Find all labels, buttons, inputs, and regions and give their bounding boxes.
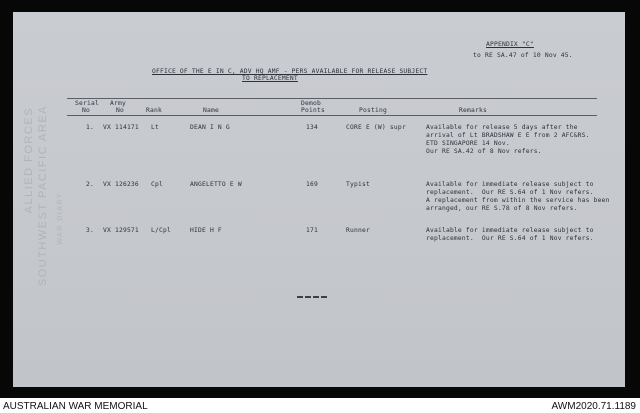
header-remarks: Remarks: [459, 107, 487, 114]
row-remarks-line: A replacement from within the service has been: [426, 197, 610, 204]
table-header-rule: [67, 115, 597, 116]
row-remarks-line: Available for release 5 days after the: [426, 124, 578, 131]
appendix-label: APPENDIX "C": [486, 41, 534, 48]
row-remarks-line: Our RE SA.42 of 8 Nov refers.: [426, 148, 542, 155]
row-points: 169: [306, 181, 318, 188]
row-posting: Runner: [346, 227, 370, 234]
header-serial-no: No: [82, 107, 90, 114]
ghost-text-diary: WAR DIARY: [57, 192, 64, 245]
header-demob: Demob: [301, 100, 321, 107]
header-army: Army: [110, 100, 126, 107]
row-points: 171: [306, 227, 318, 234]
row-rank: L/Cpl: [151, 227, 171, 234]
row-name: HIDE H F: [190, 227, 222, 234]
row-name: DEAN I N G: [190, 124, 230, 131]
heading-line-2: TO REPLACEMENT: [242, 75, 298, 82]
row-army-no: VX 114171: [103, 124, 139, 131]
footer-accession-number: AWM2020.71.1189: [551, 401, 636, 412]
row-remarks-line: Available for immediate release subject to: [426, 227, 594, 234]
row-remarks-line: Available for immediate release subject to: [426, 181, 594, 188]
ghost-text-allied: ALLIED FORCES: [23, 107, 35, 214]
header-serial: Serial: [75, 100, 99, 107]
row-remarks-line: replacement. Our RE S.64 of 1 Nov refers.: [426, 235, 594, 242]
row-points: 134: [306, 124, 318, 131]
row-army-no: VX 126236: [103, 181, 139, 188]
row-posting: Typist: [346, 181, 370, 188]
row-rank: Cpl: [151, 181, 163, 188]
row-name: ANGELETTO E W: [190, 181, 242, 188]
header-posting: Posting: [359, 107, 387, 114]
header-army-no: No: [116, 107, 124, 114]
header-points: Points: [301, 107, 325, 114]
row-remarks-line: arranged, our RE S.78 of 8 Nov refers.: [426, 205, 578, 212]
row-remarks-line: arrival of Lt BRADSHAW E E from 2 AFC&RS.: [426, 132, 590, 139]
table-top-rule: [67, 98, 597, 99]
end-marker-dashes: [297, 296, 327, 298]
footer-institution: AUSTRALIAN WAR MEMORIAL: [3, 401, 148, 412]
header-name: Name: [203, 107, 219, 114]
ghost-text-swpa: SOUTHWEST PACIFIC AREA: [37, 105, 49, 287]
row-remarks-line: replacement. Our RE S.64 of 1 Nov refers.: [426, 189, 594, 196]
row-remarks-line: ETD SINGAPORE 14 Nov.: [426, 140, 510, 147]
header-rank: Rank: [146, 107, 162, 114]
document-page: [13, 12, 625, 387]
row-army-no: VX 129571: [103, 227, 139, 234]
row-serial: 1.: [86, 124, 94, 131]
heading-line-1: OFFICE OF THE E IN C, ADV HQ AMF - PERS AVAILABLE FOR RELEASE SUBJECT: [152, 68, 428, 75]
row-posting: CORE E (W) supr: [346, 124, 406, 131]
reference-line: to RE SA.47 of 10 Nov 45.: [473, 52, 573, 59]
row-serial: 2.: [86, 181, 94, 188]
row-serial: 3.: [86, 227, 94, 234]
row-rank: Lt: [151, 124, 159, 131]
